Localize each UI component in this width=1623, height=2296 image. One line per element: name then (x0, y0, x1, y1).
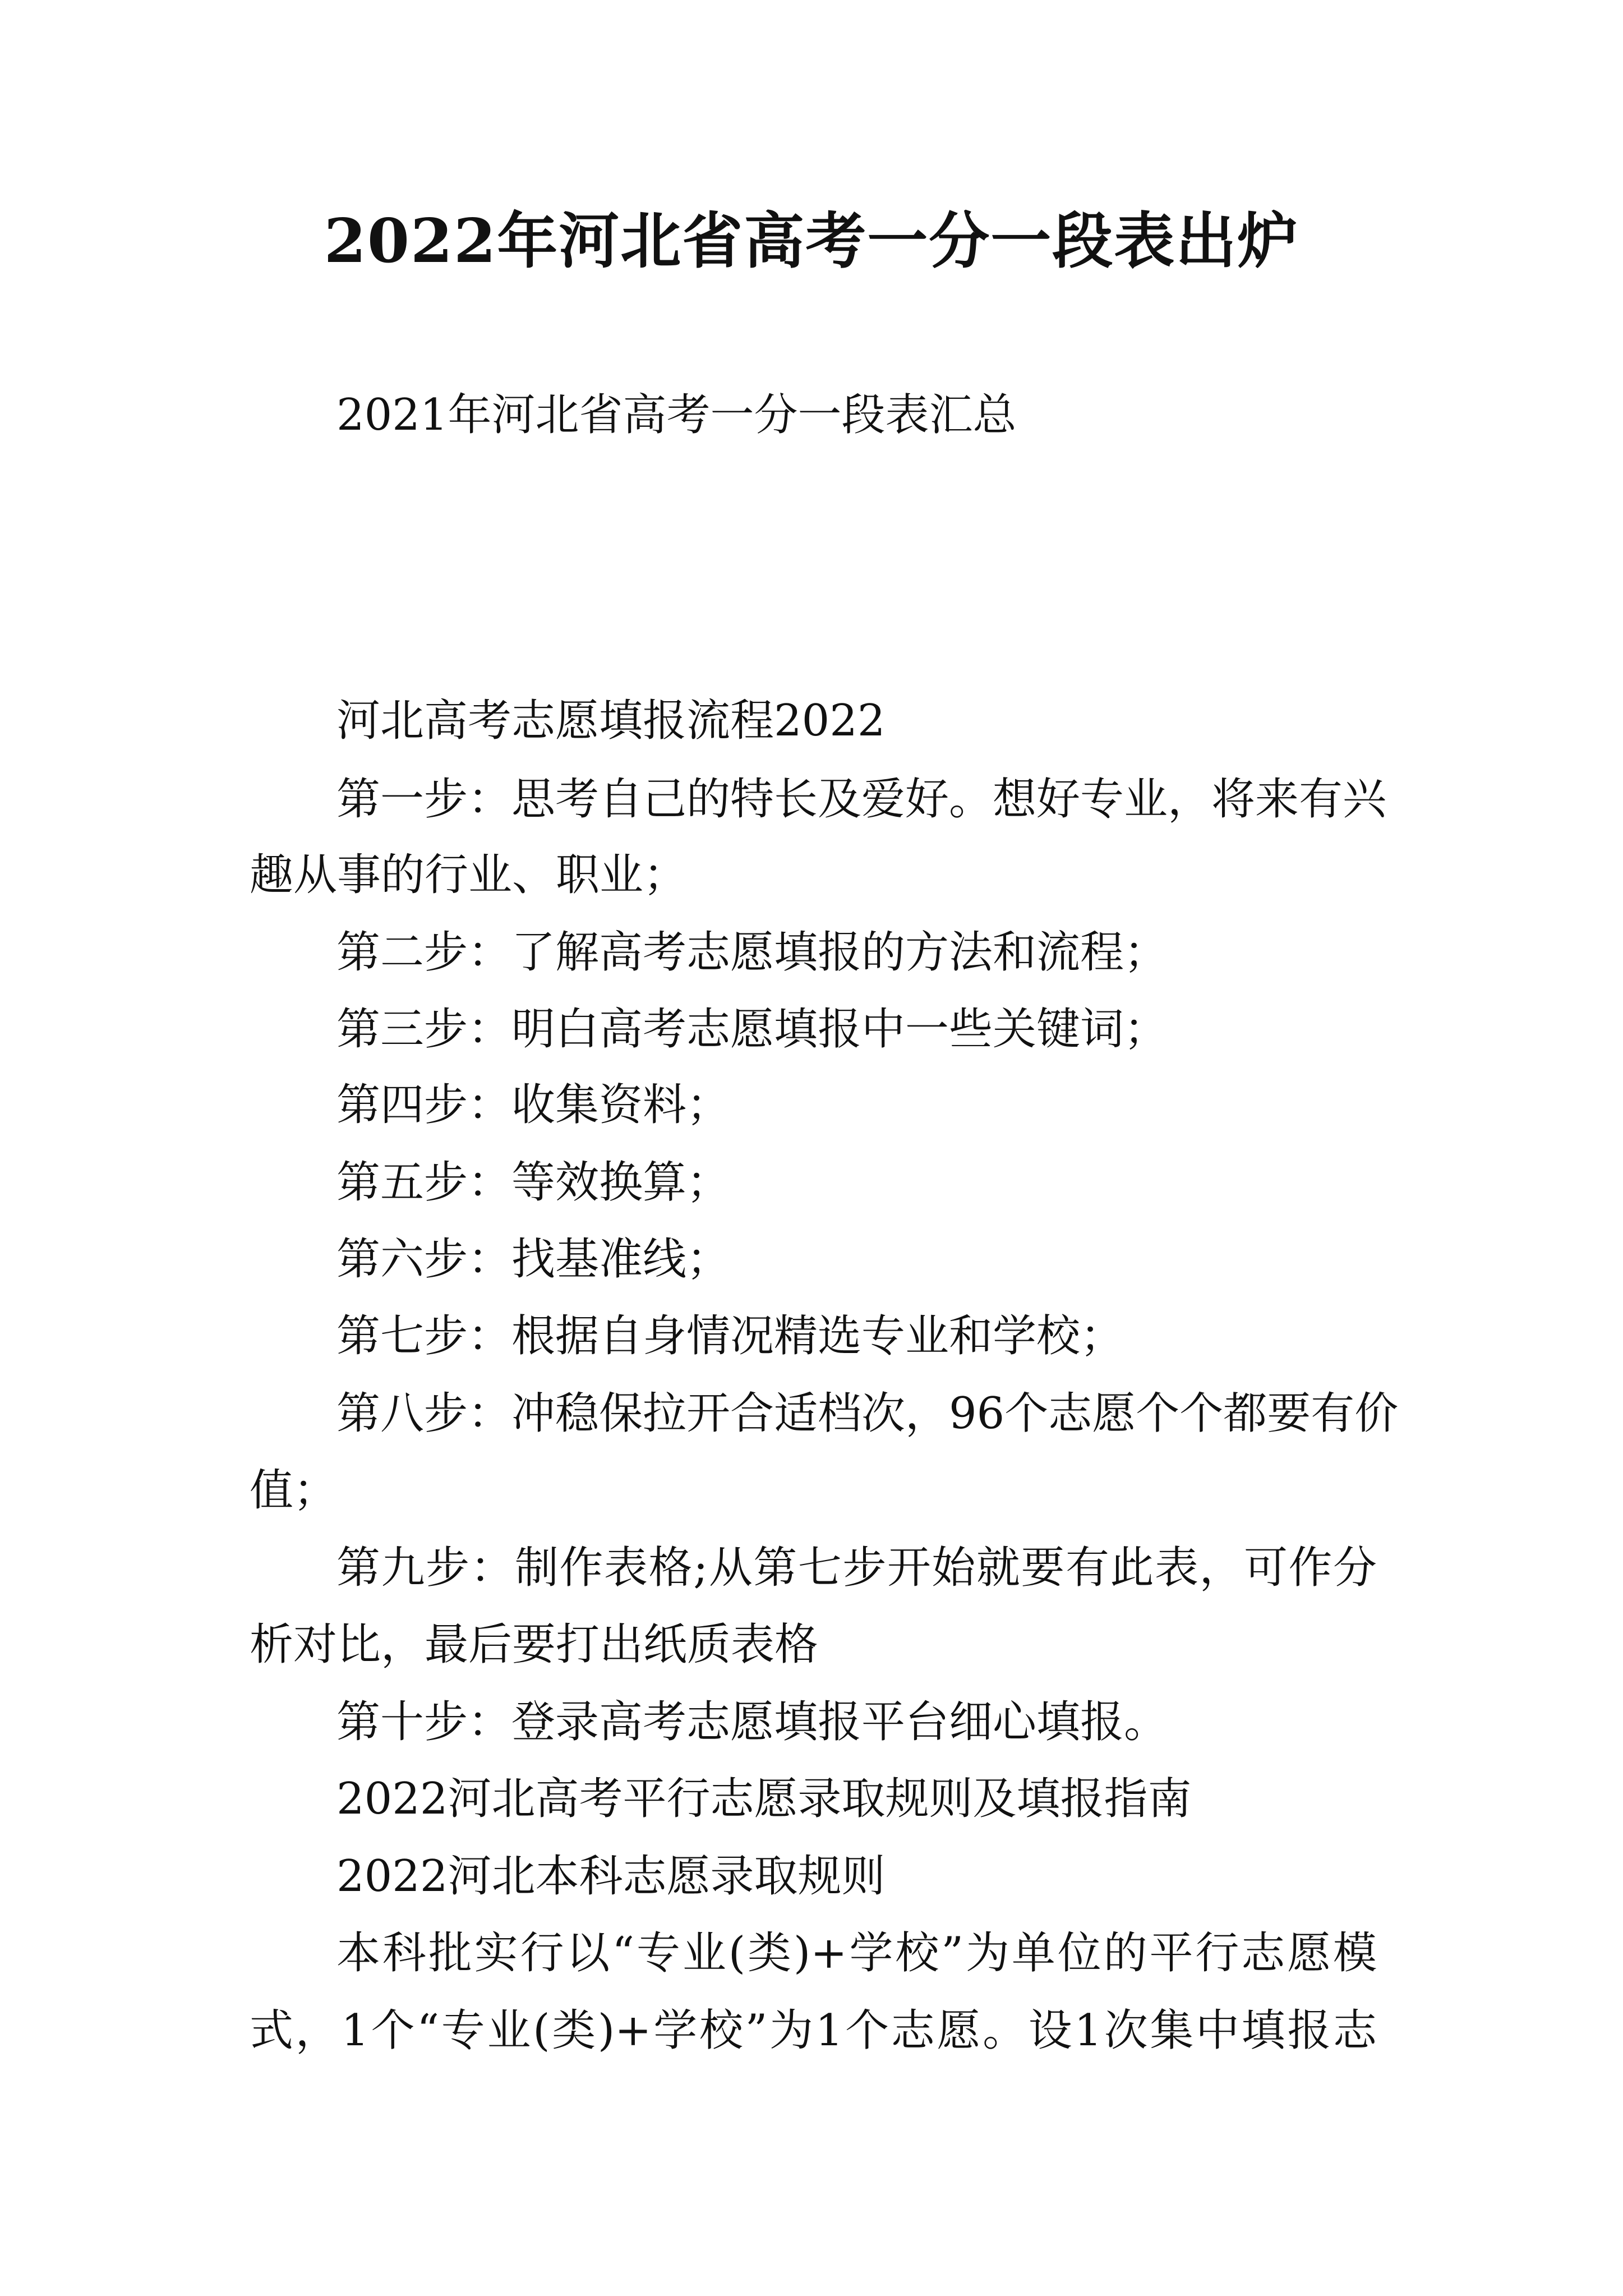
paragraph-line: 第三步：明白高考志愿填报中一些关键词； (336, 1004, 1168, 1055)
paragraph-line: 第七步：根据自身情况精选专业和学校； (336, 1311, 1124, 1361)
paragraph-line: 第九步：制作表格;从第七步开始就要有此表，可作分 (336, 1543, 1377, 1593)
paragraph-line: 第五步：等效换算； (336, 1157, 731, 1208)
paragraph-line: 趣从事的行业、职业； (250, 850, 688, 900)
paragraph-line: 值； (250, 1465, 338, 1516)
document-title: 2022年河北省高考一分一段表出炉 (324, 206, 1299, 277)
paragraph-line: 2022河北高考平行志愿录取规则及填报指南 (336, 1774, 1192, 1824)
paragraph-line: 河北高考志愿填报流程2022 (336, 696, 886, 746)
paragraph-line: 第二步：了解高考志愿填报的方法和流程； (336, 927, 1168, 978)
paragraph-line: 2021年河北省高考一分一段表汇总 (336, 390, 1017, 440)
paragraph-line: 第八步：冲稳保拉开合适档次，96个志愿个个都要有价 (336, 1388, 1399, 1439)
paragraph-line: 式，1个“专业(类)+学校”为1个志愿。设1次集中填报志 (250, 2005, 1377, 2056)
paragraph-line: 第四步：收集资料； (336, 1080, 731, 1130)
paragraph-line: 第六步：找基准线； (336, 1234, 731, 1285)
paragraph-line: 本科批实行以“专业(类)+学校”为单位的平行志愿模 (336, 1928, 1377, 1978)
paragraph-line: 第一步：思考自己的特长及爱好。想好专业，将来有兴 (336, 774, 1387, 825)
paragraph-line: 第十步：登录高考志愿填报平台细心填报。 (336, 1697, 1168, 1747)
paragraph-line: 析对比，最后要打出纸质表格 (250, 1619, 819, 1670)
paragraph-line: 2022河北本科志愿录取规则 (336, 1851, 886, 1902)
